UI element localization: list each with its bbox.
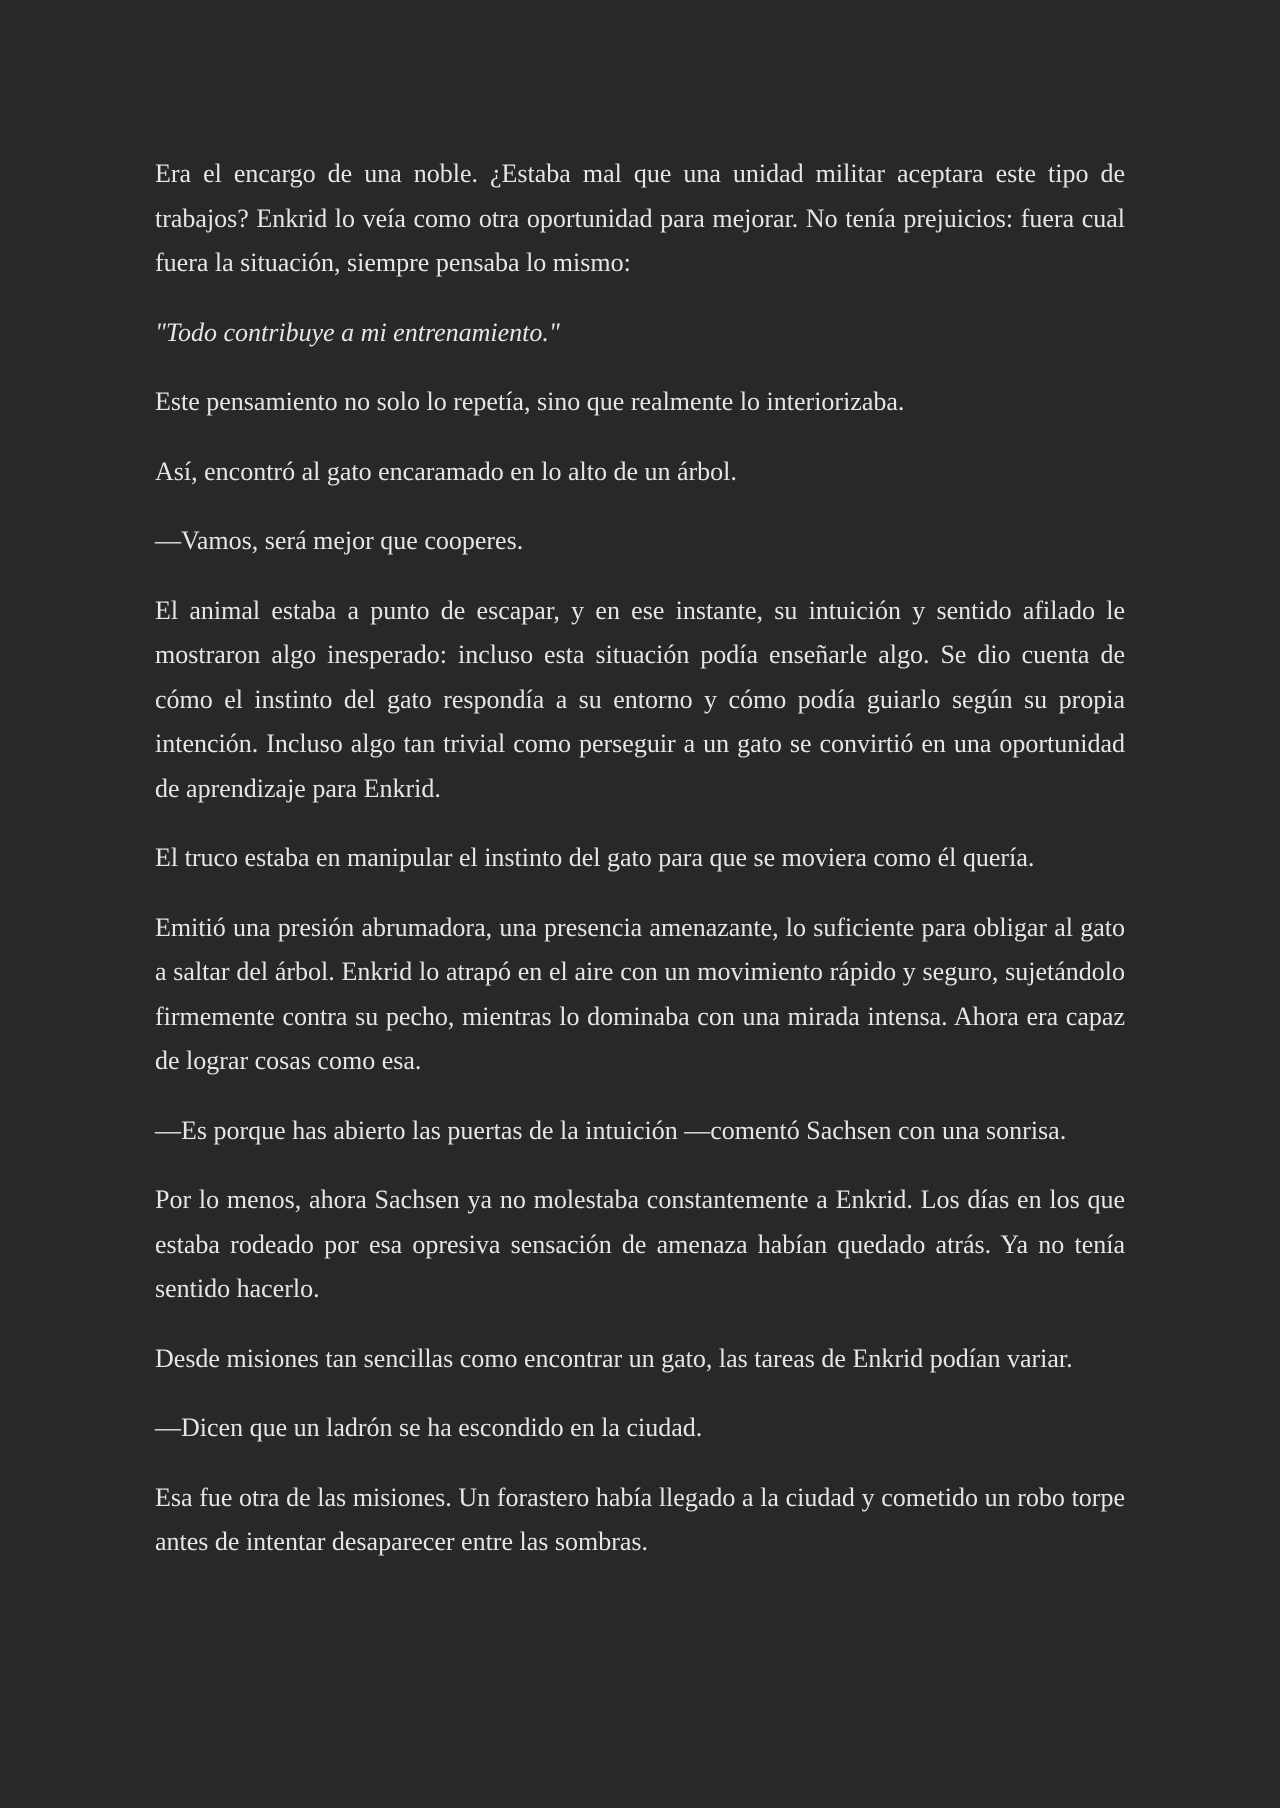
paragraph-4: Así, encontró al gato encaramado en lo alto de un árbol. [155,456,737,486]
document-body [155,152,1125,1590]
paragraph-5-dialogue: —Vamos, será mejor que cooperes. [155,526,524,555]
paragraph-8: Emitió una presión abrumadora, una presencia amenazante, lo suficiente para obligar al gato a saltar del árbol. Enkrid lo atrapó en el aire con un movimiento rápido y seguro, sujetándolo firmemente contra su pecho, mientras lo dominaba con una mirada intensa. Ahora era capaz de lograr cosas como esa. [155,912,1125,1075]
paragraph-3: Este pensamiento no solo lo repetía, sino que realmente lo interiorizaba. [155,387,905,416]
paragraph-10: Por lo menos, ahora Sachsen ya no molestaba constantemente a Enkrid. Los días en los que estaba rodeado por esa opresiva sensación de amenaza habían quedado atrás. Ya no tenía sentido hacerlo. [155,1185,1125,1303]
paragraph-11: Desde misiones tan sencillas como encontrar un gato, las tareas de Enkrid podían variar. [155,1343,1073,1373]
paragraph-12-dialogue: —Dicen que un ladrón se ha escondido en la ciudad. [155,1413,703,1442]
paragraph-1: Era el encargo de una noble. ¿Estaba mal que una unidad militar aceptara este tipo de trabajos? Enkrid lo veía como otra oportunidad para mejorar. No tenía prejuicios: fuera cual fuera la situación, siempre pensaba lo mismo: [155,159,1125,277]
paragraph-7: El truco estaba en manipular el instinto del gato para que se moviera como él quería. [155,843,1035,872]
paragraph-9-dialogue: —Es porque has abierto las puertas de la intuición —comentó Sachsen con una sonrisa. [155,1115,1067,1145]
paragraph-2-quote: "Todo contribuye a mi entrenamiento." [155,317,560,347]
paragraph-6: El animal estaba a punto de escapar, y en ese instante, su intuición y sentido afilado le mostraron algo inesperado: incluso esta situación podía enseñarle algo. Se dio cuenta de cómo el instinto del gato respondía a su entorno y cómo podía guiarlo según su propia intención. Incluso algo tan trivial como perseguir a un gato se convirtió en una oportunidad de aprendizaje para Enkrid. [155,595,1125,803]
paragraph-13: Esa fue otra de las misiones. Un forastero había llegado a la ciudad y cometido un robo torpe antes de intentar desaparecer entre las sombras. [155,1482,1125,1556]
